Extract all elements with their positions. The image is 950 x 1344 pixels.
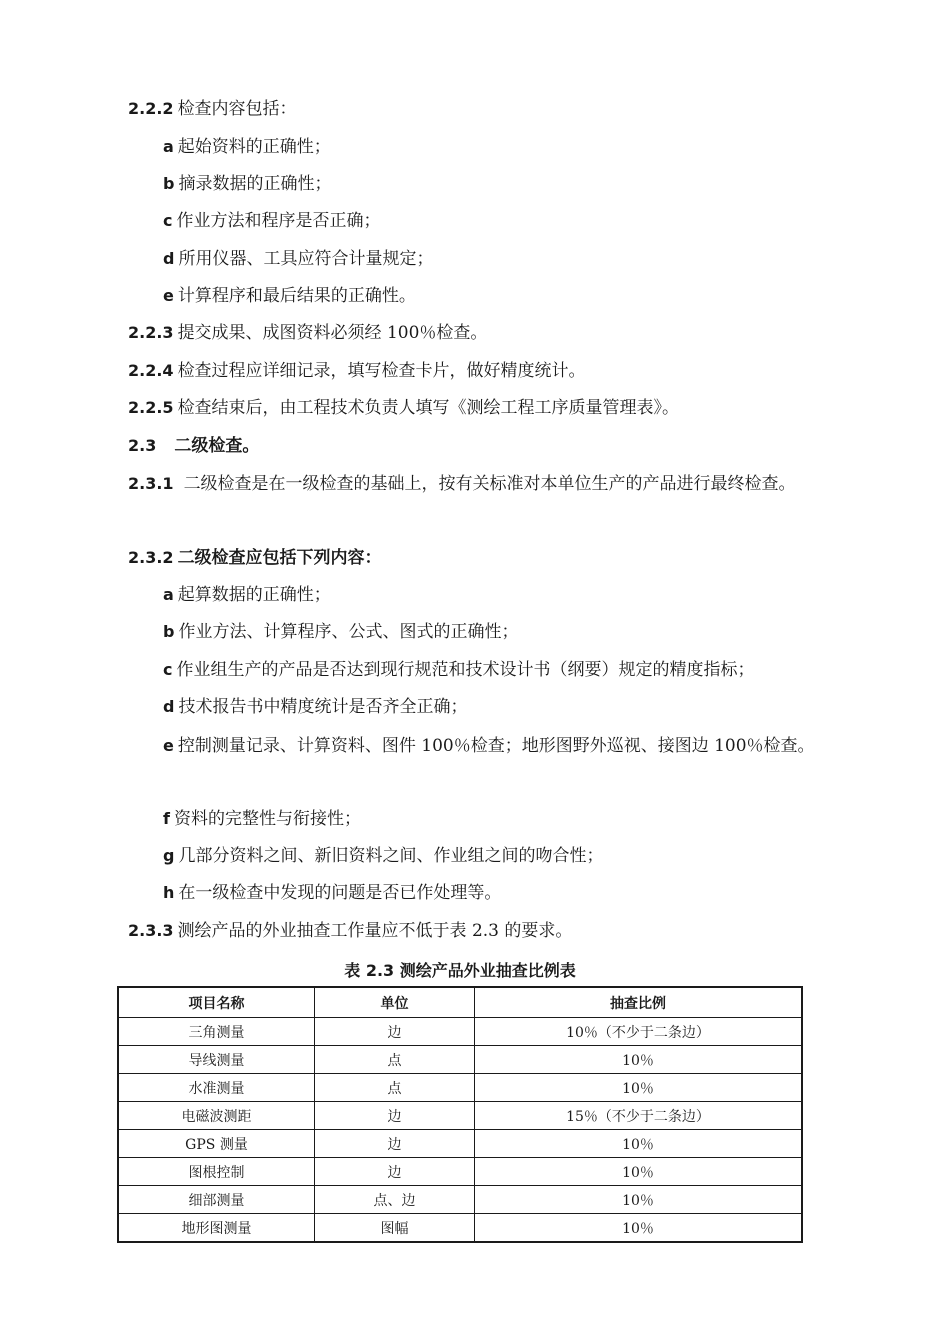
section-heading-text: 二级检查。 [174,436,260,456]
section-number: 2.3.3 [128,921,174,940]
item-marker: h [163,883,175,902]
list-item [163,173,840,195]
item-marker: e [163,286,174,305]
table-cell: 点、边 [315,1186,475,1214]
item-text: 几部分资料之间、新旧资料之间、作业组之间的吻合性； [178,846,604,866]
table-cell: 10％ [475,1130,803,1158]
section-2-2-5 [128,397,840,419]
item-marker: f [163,809,170,828]
item-text: 计算程序和最后结果的正确性。 [177,286,416,306]
table-cell: 图幅 [315,1214,475,1243]
item-text: 作业方法和程序是否正确； [176,211,381,231]
item-text: 所用仪器、工具应符合计量规定； [178,249,434,269]
item-marker: b [163,174,175,193]
item-text: 在一级检查中发现的问题是否已作处理等。 [178,883,502,903]
section-text: 提交成果、成图资料必须经 100％检查。 [177,323,488,343]
table-caption: 表 2.3 测绘产品外业抽查比例表 [344,961,576,980]
table-row [118,1158,802,1186]
table-row [118,1046,802,1074]
item-text: 技术报告书中精度统计是否齐全正确； [178,697,468,717]
list-item [163,882,840,904]
section-text: 二级检查是在一级检查的基础上，按有关标准对本单位生产的产品进行最终检查。 [183,474,796,494]
item-marker: e [163,736,174,755]
item-marker: c [163,211,173,230]
sampling-ratio-table [117,986,803,1243]
table-row [118,1186,802,1214]
list-item [163,285,840,307]
section-text: 二级检查应包括下列内容： [177,548,382,568]
table-cell: 10％ [475,1074,803,1102]
item-marker: g [163,846,175,865]
list-item [163,248,840,270]
table-cell: 地形图测量 [118,1214,315,1243]
item-marker: c [163,660,173,679]
table-cell: 10％（不少于二条边） [475,1018,803,1046]
section-number: 2.3 [128,436,157,455]
table-cell: 点 [315,1074,475,1102]
list-item [163,845,840,867]
table-cell: 点 [315,1046,475,1074]
table-row [118,1214,802,1243]
list-item [163,584,840,606]
section-number: 2.3.1 [128,474,174,493]
section-heading-2-3 [128,435,840,457]
column-header: 抽查比例 [475,987,803,1018]
table-header-row [118,987,802,1018]
item-marker: d [163,697,175,716]
table-row [118,1018,802,1046]
list-item [163,808,840,830]
table-cell: 导线测量 [118,1046,315,1074]
section-number: 2.2.2 [128,99,174,118]
table-cell: 边 [315,1018,475,1046]
list-item [163,621,840,643]
item-marker: a [163,585,174,604]
table-cell: 边 [315,1102,475,1130]
item-marker: a [163,137,174,156]
section-text: 测绘产品的外业抽查工作量应不低于表 2.3 的要求。 [177,921,573,941]
table-row [118,1102,802,1130]
list-item [163,136,840,158]
table-cell: 图根控制 [118,1158,315,1186]
list-item [163,659,840,681]
table-cell: 10％ [475,1186,803,1214]
section-number: 2.3.2 [128,548,174,567]
item-marker: d [163,249,175,268]
item-text: 起算数据的正确性； [177,585,331,605]
section-number: 2.2.3 [128,323,174,342]
item-text: 作业组生产的产品是否达到现行规范和技术设计书（纲要）规定的精度指标； [176,660,755,680]
table-row [118,1074,802,1102]
table-cell: 边 [315,1130,475,1158]
column-header: 单位 [315,987,475,1018]
table-cell: 细部测量 [118,1186,315,1214]
section-2-2-3 [128,322,840,344]
section-text: 检查内容包括： [177,99,297,119]
list-item [128,727,840,765]
section-2-3-1 [128,465,840,503]
item-text: 作业方法、计算程序、公式、图式的正确性； [178,622,519,642]
table-cell: 边 [315,1158,475,1186]
table-cell: 10％ [475,1046,803,1074]
section-text: 检查过程应详细记录，填写检查卡片，做好精度统计。 [177,361,586,381]
item-text: 资料的完整性与衔接性； [173,809,361,829]
list-item [163,696,840,718]
item-marker: b [163,622,175,641]
section-number: 2.2.4 [128,361,174,380]
table-cell: 水准测量 [118,1074,315,1102]
section-2-3-3 [128,920,840,942]
table-row [118,1130,802,1158]
section-text: 检查结束后，由工程技术负责人填写《测绘工程工序质量管理表》。 [177,398,680,418]
table-cell: 三角测量 [118,1018,315,1046]
item-text: 控制测量记录、计算资料、图件 100％检查；地形图野外巡视、接图边 100％检查。 [177,736,815,756]
table-cell: 电磁波测距 [118,1102,315,1130]
table-cell: 10％ [475,1214,803,1243]
section-2-2-4 [128,360,840,382]
table-cell: 15％（不少于二条边） [475,1102,803,1130]
column-header: 项目名称 [118,987,315,1018]
list-item [163,210,840,232]
section-2-3-2 [128,547,840,569]
section-number: 2.2.5 [128,398,174,417]
item-text: 起始资料的正确性； [177,137,331,157]
item-text: 摘录数据的正确性； [178,174,332,194]
section-2-2-2 [128,98,840,120]
table-cell: 10％ [475,1158,803,1186]
table-cell: GPS 测量 [118,1130,315,1158]
